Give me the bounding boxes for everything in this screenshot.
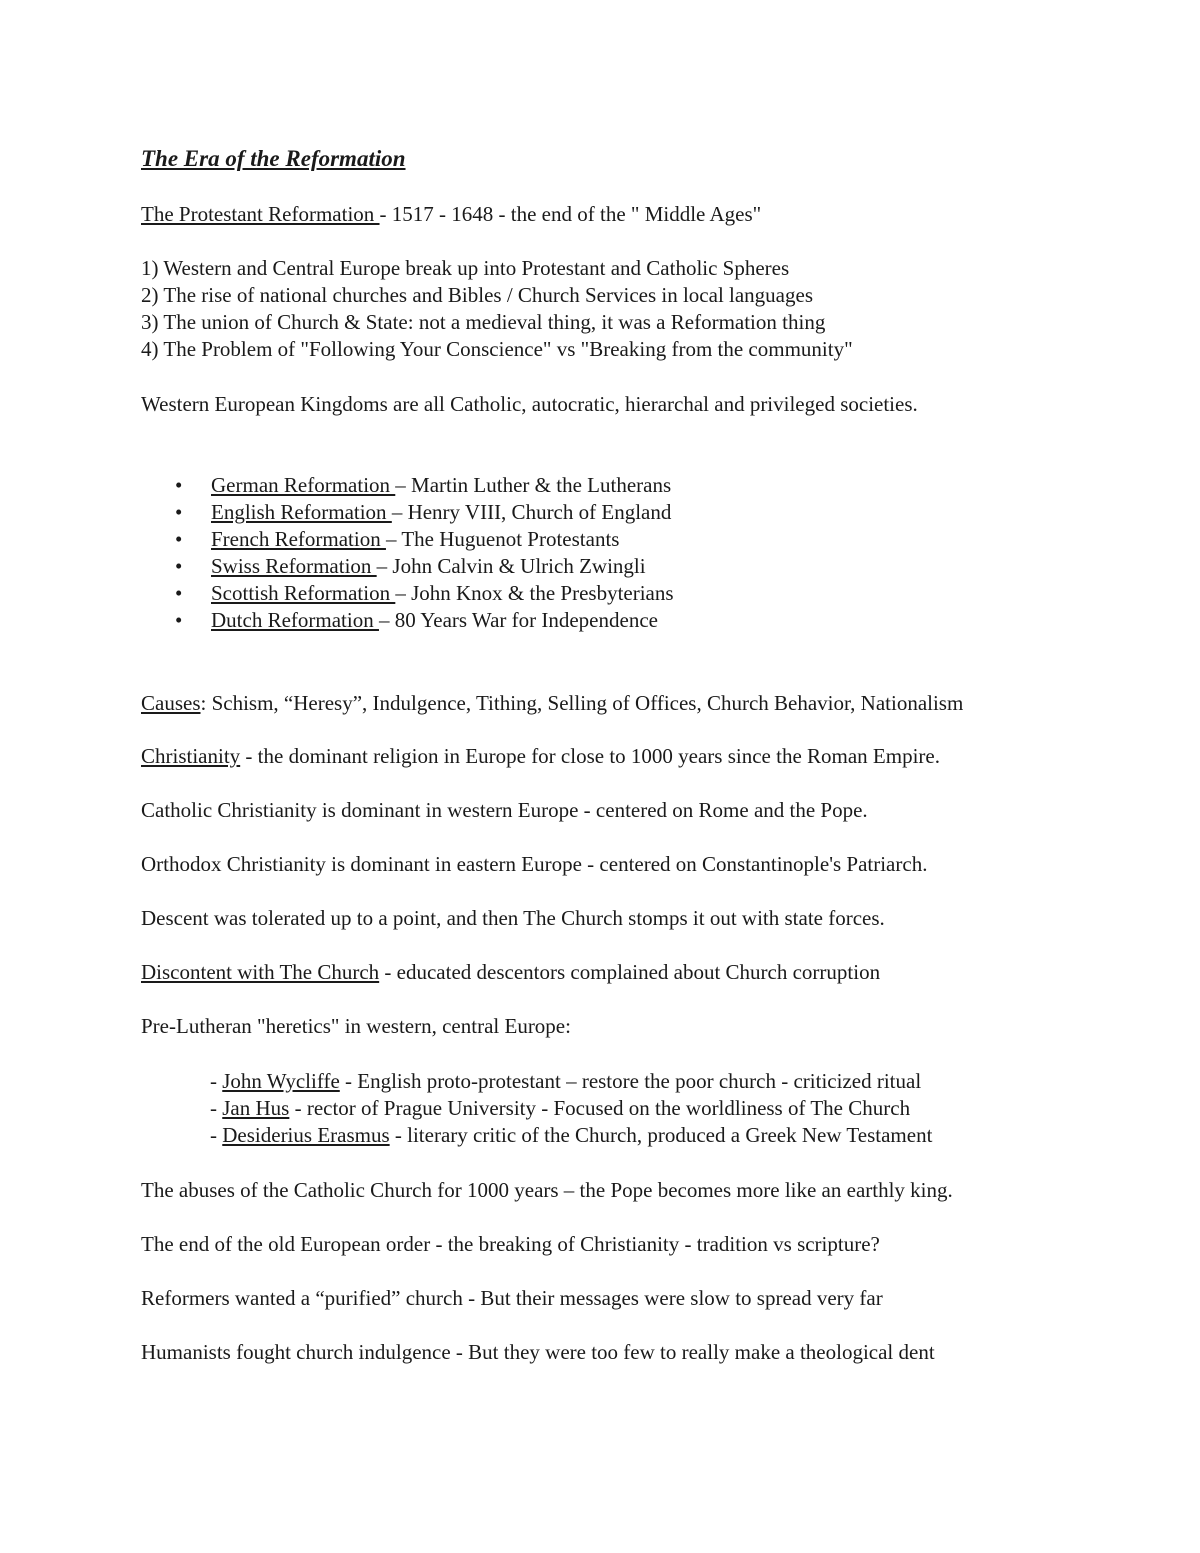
numbered-item: 1) Western and Central Europe break up into Protestant and Catholic Spheres <box>141 256 790 280</box>
bullet-icon: • <box>175 473 183 497</box>
heretic-name: Jan Hus <box>222 1096 290 1120</box>
numbered-item: 2) The rise of national churches and Bibles / Church Services in local languages <box>141 283 813 307</box>
heretic-prefix: - <box>210 1069 223 1093</box>
bullet-rest: – John Knox & the Presbyterians <box>395 581 674 605</box>
numbered-item: 3) The union of Church & State: not a medieval thing, it was a Reformation thing <box>141 310 826 334</box>
discontent-line <box>141 959 880 986</box>
christianity-rest: - the dominant religion in Europe for close to 1000 years since the Roman Empire. <box>240 744 940 768</box>
bullet-label: Dutch Reformation <box>211 608 379 632</box>
intro-label: The Protestant Reformation <box>141 202 380 226</box>
heretic-item <box>210 1095 910 1122</box>
descent-text: Descent was tolerated up to a point, and then The Church stomps it out with state forces. <box>141 906 885 930</box>
heretic-rest: - rector of Prague University - Focused on the worldliness of The Church <box>289 1096 911 1120</box>
bullet-rest: – 80 Years War for Independence <box>378 608 658 632</box>
reformers-text: Reformers wanted a “purified” church - But their messages were slow to spread very far <box>141 1286 883 1310</box>
bullet-label: French Reformation <box>211 527 386 551</box>
heretic-rest: - English proto-protestant – restore the poor church - criticized ritual <box>339 1069 922 1093</box>
christianity-label: Christianity <box>141 744 241 768</box>
document-title: The Era of the Reformation <box>141 146 406 171</box>
numbered-item: 4) The Problem of "Following Your Conscience" vs "Breaking from the community" <box>141 337 853 361</box>
bullet-label: Scottish Reformation <box>211 581 396 605</box>
bullet-icon: • <box>175 608 183 632</box>
bullet-icon: • <box>175 500 183 524</box>
bullet-icon: • <box>175 527 183 551</box>
intro-rest: - 1517 - 1648 - the end of the " Middle Ages" <box>379 202 762 226</box>
bullet-rest: – Martin Luther & the Lutherans <box>395 473 672 497</box>
intro-line <box>141 201 761 228</box>
bullet-icon: • <box>175 581 183 605</box>
discontent-label: Discontent with The Church <box>141 960 380 984</box>
pre-lutheran-text: Pre-Lutheran "heretics" in western, central Europe: <box>141 1014 571 1038</box>
western-kingdoms-text: Western European Kingdoms are all Catholic, autocratic, hierarchal and privileged societies. <box>141 392 918 416</box>
heretic-item <box>210 1122 932 1149</box>
bullet-rest: – The Huguenot Protestants <box>385 527 620 551</box>
heretic-prefix: - <box>210 1123 223 1147</box>
heretic-name: John Wycliffe <box>222 1069 340 1093</box>
heretic-name: Desiderius Erasmus <box>222 1123 390 1147</box>
christianity-line <box>141 743 940 770</box>
heretic-rest: - literary critic of the Church, produced a Greek New Testament <box>389 1123 933 1147</box>
end-order-text: The end of the old European order - the breaking of Christianity - tradition vs scripture? <box>141 1232 880 1256</box>
bullet-label: German Reformation <box>211 473 396 497</box>
heretic-prefix: - <box>210 1096 223 1120</box>
bullet-rest: – Henry VIII, Church of England <box>391 500 672 524</box>
orthodox-text: Orthodox Christianity is dominant in eastern Europe - centered on Constantinople's Patriarch. <box>141 852 928 876</box>
causes-rest: : Schism, “Heresy”, Indulgence, Tithing, Selling of Offices, Church Behavior, Nationalism <box>200 691 964 715</box>
bullet-label: Swiss Reformation <box>211 554 377 578</box>
bullet-rest: – John Calvin & Ulrich Zwingli <box>376 554 646 578</box>
catholic-text: Catholic Christianity is dominant in western Europe - centered on Rome and the Pope. <box>141 798 868 822</box>
heretic-item <box>210 1068 921 1095</box>
discontent-rest: - educated descentors complained about Church corruption <box>379 960 881 984</box>
abuses-text: The abuses of the Catholic Church for 1000 years – the Pope becomes more like an earthly king. <box>141 1178 953 1202</box>
causes-line <box>141 690 963 717</box>
bullet-icon: • <box>175 554 183 578</box>
bullet-label: English Reformation <box>211 500 392 524</box>
humanists-text: Humanists fought church indulgence - But they were too few to really make a theological dent <box>141 1340 935 1364</box>
causes-label: Causes <box>141 691 201 715</box>
